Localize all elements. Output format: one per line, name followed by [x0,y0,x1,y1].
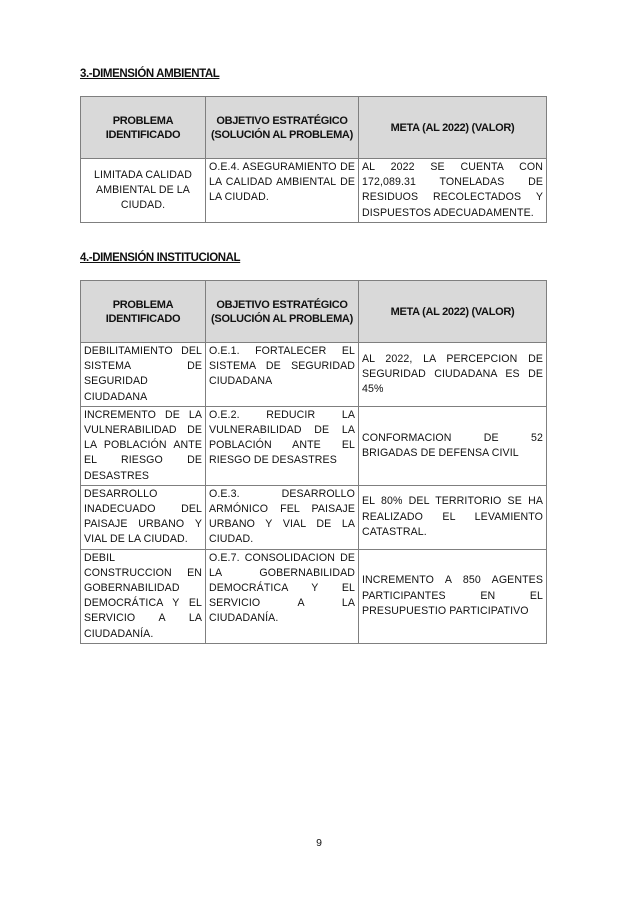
table-row [81,485,547,549]
header-objetivo: OBJETIVO ESTRATÉGICO (SOLUCIÓN AL PROBLEMA) [206,281,359,343]
cell-objetivo: O.E.4. ASEGURAMIENTO DE LA CALIDAD AMBIENTAL DE LA CIUDAD. [206,159,359,223]
table-row [81,406,547,485]
institucional-table [80,280,547,644]
page-number: 9 [316,837,322,849]
section-title-institucional: 4.-DIMENSIÓN INSTITUCIONAL [80,252,241,264]
cell-meta: AL 2022, LA PERCEPCION DE SEGURIDAD CIUDADANA ES DE 45% [359,343,547,407]
cell-problema: DESARROLLO INADECUADO DEL PAISAJE URBANO Y VIAL DE LA CIUDAD. [81,485,206,549]
table-row [81,159,547,223]
cell-problema: INCREMENTO DE LA VULNERABILIDAD DE LA POBLACIÓN ANTE EL RIESGO DE DESASTRES [81,406,206,485]
table-header-row [81,281,547,343]
header-meta: META (AL 2022) (VALOR) [359,281,547,343]
header-problema: PROBLEMA IDENTIFICADO [81,97,206,159]
header-problema: PROBLEMA IDENTIFICADO [81,281,206,343]
cell-meta: INCREMENTO A 850 AGENTES PARTICIPANTES EN EL PRESUPUESTIO PARTICIPATIVO [359,549,547,643]
table-row [81,343,547,407]
cell-objetivo: O.E.2. REDUCIR LA VULNERABILIDAD DE LA POBLACIÓN ANTE EL RIESGO DE DESASTRES [206,406,359,485]
cell-meta: AL 2022 SE CUENTA CON 172,089.31 TONELADAS DE RESIDUOS RECOLECTADOS Y DISPUESTOS ADECUADAMENTE. [359,159,547,223]
cell-problema: DEBIL CONSTRUCCION EN GOBERNABILIDAD DEMOCRÁTICA Y EL SERVICIO A LA CIUDADANÍA. [81,549,206,643]
cell-problema: DEBILITAMIENTO DEL SISTEMA DE SEGURIDAD CIUDADANA [81,343,206,407]
section-title-ambiental: 3.-DIMENSIÓN AMBIENTAL [80,68,220,80]
cell-objetivo: O.E.3. DESARROLLO ARMÓNICO FEL PAISAJE URBANO Y VIAL DE LA CIUDAD. [206,485,359,549]
cell-problema: LIMITADA CALIDAD AMBIENTAL DE LA CIUDAD. [81,159,206,223]
header-meta: META (AL 2022) (VALOR) [359,97,547,159]
cell-meta: EL 80% DEL TERRITORIO SE HA REALIZADO EL LEVAMIENTO CATASTRAL. [359,485,547,549]
cell-objetivo: O.E.1. FORTALECER EL SISTEMA DE SEGURIDAD CIUDADANA [206,343,359,407]
cell-meta: CONFORMACION DE 52 BRIGADAS DE DEFENSA CIVIL [359,406,547,485]
table-row [81,549,547,643]
cell-objetivo: O.E.7. CONSOLIDACION DE LA GOBERNABILIDAD DEMOCRÁTICA Y EL SERVICIO A LA CIUDADANÍA. [206,549,359,643]
header-objetivo: OBJETIVO ESTRATÉGICO (SOLUCIÓN AL PROBLEMA) [206,97,359,159]
ambiental-table [80,96,547,223]
table-header-row [81,97,547,159]
